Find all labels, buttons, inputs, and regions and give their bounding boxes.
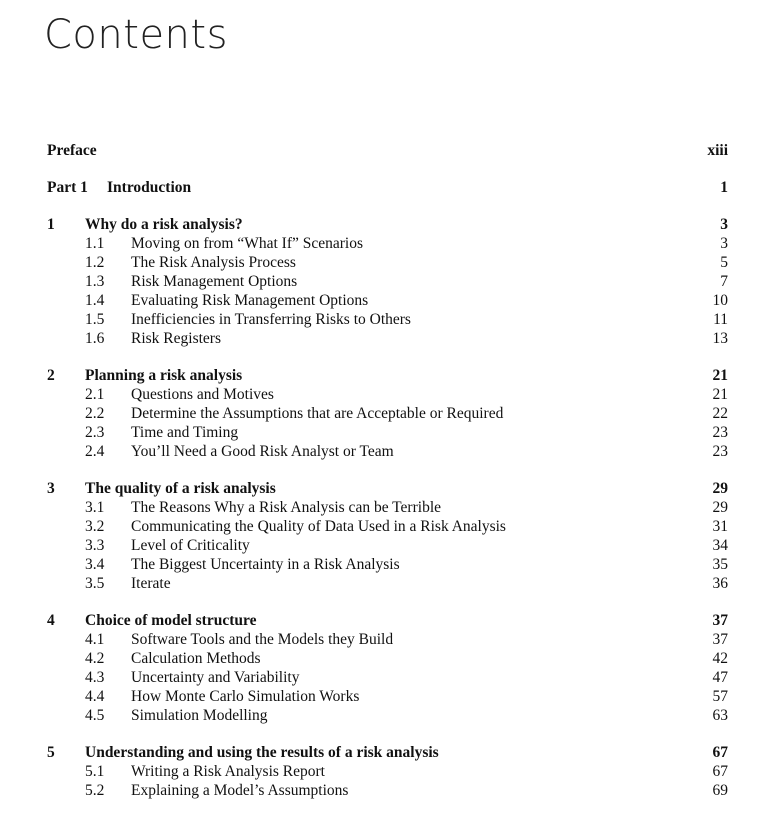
section-title: Level of Criticality [131, 537, 250, 554]
section-title: You’ll Need a Good Risk Analyst or Team [131, 443, 394, 460]
section-number: 1.6 [85, 330, 105, 347]
chapter-page: 21 [712, 367, 728, 384]
section-title: Software Tools and the Models they Build [131, 631, 394, 648]
toc-section-1-3[interactable] [47, 272, 728, 291]
section-title: The Reasons Why a Risk Analysis can be Terrible [131, 499, 441, 516]
toc-section-3-3[interactable] [47, 536, 728, 555]
toc-section-1-4[interactable] [47, 291, 728, 310]
section-page: 67 [712, 763, 728, 780]
table-of-contents [47, 141, 728, 800]
part-title: Introduction [107, 179, 192, 196]
section-page: 57 [712, 688, 728, 705]
toc-section-4-2[interactable] [47, 649, 728, 668]
chapter-number: 1 [47, 216, 55, 233]
section-page: 37 [712, 631, 728, 648]
section-title: Determine the Assumptions that are Acceptable or Required [131, 405, 504, 422]
section-page: 13 [712, 330, 728, 347]
toc-section-4-4[interactable] [47, 687, 728, 706]
section-page: 23 [712, 443, 728, 460]
section-title: Communicating the Quality of Data Used in a Risk Analysis [131, 518, 506, 535]
section-page: 10 [712, 292, 728, 309]
toc-chapter-5[interactable] [47, 743, 728, 762]
section-title: Risk Management Options [131, 273, 298, 290]
section-number: 4.3 [85, 669, 105, 686]
toc-section-3-4[interactable] [47, 555, 728, 574]
chapter-title: Why do a risk analysis? [85, 216, 243, 233]
chapter-title: Understanding and using the results of a risk analysis [85, 744, 439, 761]
chapter-page: 3 [720, 216, 728, 233]
toc-section-2-2[interactable] [47, 404, 728, 423]
section-number: 4.1 [85, 631, 105, 648]
chapter-list [47, 215, 728, 800]
section-title: Simulation Modelling [131, 707, 268, 724]
section-page: 35 [712, 556, 728, 573]
chapter-number: 3 [47, 480, 55, 497]
toc-section-4-3[interactable] [47, 668, 728, 687]
section-page: 3 [720, 235, 728, 252]
section-number: 2.4 [85, 443, 105, 460]
section-number: 4.2 [85, 650, 105, 667]
toc-section-1-5[interactable] [47, 310, 728, 329]
section-page: 34 [712, 537, 728, 554]
section-number: 1.1 [85, 235, 105, 252]
section-number: 4.5 [85, 707, 105, 724]
chapter-page: 37 [712, 612, 728, 629]
toc-section-1-1[interactable] [47, 234, 728, 253]
section-title: Evaluating Risk Management Options [131, 292, 369, 309]
toc-section-5-2[interactable] [47, 781, 728, 800]
toc-section-2-1[interactable] [47, 385, 728, 404]
section-title: Writing a Risk Analysis Report [131, 763, 325, 780]
section-number: 3.2 [85, 518, 105, 535]
section-number: 5.2 [85, 782, 105, 799]
chapter-number: 5 [47, 744, 55, 761]
chapter-title: Choice of model structure [85, 612, 257, 629]
section-page: 29 [712, 499, 728, 516]
section-title: The Risk Analysis Process [131, 254, 296, 271]
section-title: Calculation Methods [131, 650, 261, 667]
section-title: Moving on from “What If” Scenarios [131, 235, 364, 252]
section-page: 47 [712, 669, 728, 686]
section-number: 5.1 [85, 763, 105, 780]
toc-entry-part[interactable] [47, 178, 728, 197]
section-page: 69 [712, 782, 728, 799]
section-page: 36 [712, 575, 728, 592]
section-page: 63 [712, 707, 728, 724]
entry-title: Preface [47, 142, 97, 159]
toc-section-5-1[interactable] [47, 762, 728, 781]
chapter-title: Planning a risk analysis [85, 367, 243, 384]
entry-page: 1 [720, 179, 728, 196]
section-title: The Biggest Uncertainty in a Risk Analysis [131, 556, 400, 573]
toc-section-1-2[interactable] [47, 253, 728, 272]
toc-section-3-2[interactable] [47, 517, 728, 536]
toc-section-3-5[interactable] [47, 574, 728, 593]
section-number: 2.3 [85, 424, 105, 441]
section-page: 7 [720, 273, 728, 290]
section-title: Time and Timing [131, 424, 239, 441]
toc-section-3-1[interactable] [47, 498, 728, 517]
chapter-page: 67 [712, 744, 728, 761]
section-page: 22 [712, 405, 728, 422]
section-title: Iterate [131, 575, 171, 592]
section-page: 23 [712, 424, 728, 441]
section-number: 2.2 [85, 405, 105, 422]
toc-section-4-1[interactable] [47, 630, 728, 649]
chapter-page: 29 [712, 480, 728, 497]
section-number: 2.1 [85, 386, 105, 403]
section-number: 1.3 [85, 273, 105, 290]
section-number: 4.4 [85, 688, 105, 705]
section-title: Explaining a Model’s Assumptions [131, 782, 349, 799]
entry-page: xiii [707, 142, 728, 159]
toc-section-4-5[interactable] [47, 706, 728, 725]
toc-chapter-4[interactable] [47, 611, 728, 630]
section-title: Questions and Motives [131, 386, 274, 403]
toc-section-1-6[interactable] [47, 329, 728, 348]
section-page: 31 [712, 518, 728, 535]
section-number: 3.1 [85, 499, 105, 516]
section-number: 1.4 [85, 292, 105, 309]
section-page: 21 [712, 386, 728, 403]
page-title: Contents [44, 12, 228, 58]
chapter-title: The quality of a risk analysis [85, 480, 276, 497]
section-number: 3.5 [85, 575, 105, 592]
chapter-number: 2 [47, 367, 55, 384]
section-title: How Monte Carlo Simulation Works [131, 688, 360, 705]
toc-chapter-1[interactable] [47, 215, 728, 234]
section-number: 3.3 [85, 537, 105, 554]
section-title: Risk Registers [131, 330, 221, 347]
toc-entry-preface[interactable] [47, 141, 728, 160]
section-page: 5 [720, 254, 728, 271]
section-title: Uncertainty and Variability [131, 669, 300, 686]
section-number: 3.4 [85, 556, 105, 573]
chapter-number: 4 [47, 612, 55, 629]
part-label: Part 1 [47, 179, 88, 196]
toc-chapter-2[interactable] [47, 366, 728, 385]
section-title: Inefficiencies in Transferring Risks to Others [131, 311, 411, 328]
toc-chapter-3[interactable] [47, 479, 728, 498]
section-number: 1.2 [85, 254, 105, 271]
section-page: 11 [713, 311, 728, 328]
section-page: 42 [712, 650, 728, 667]
section-number: 1.5 [85, 311, 105, 328]
toc-section-2-3[interactable] [47, 423, 728, 442]
toc-section-2-4[interactable] [47, 442, 728, 461]
